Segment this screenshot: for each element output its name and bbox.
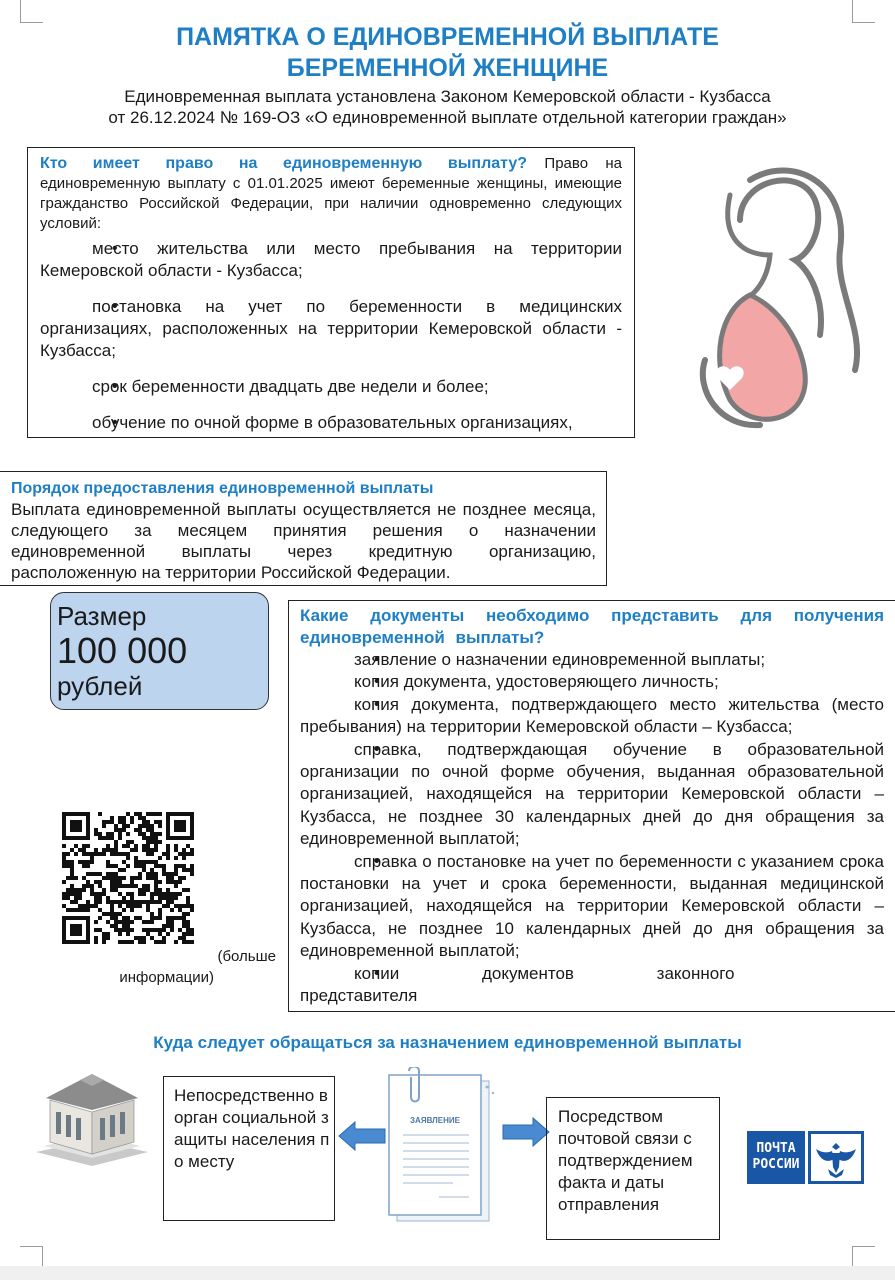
documents-list [300, 649, 884, 1008]
where-heading: Куда следует обращаться за назначением единовременной выплаты [153, 1033, 742, 1052]
arrow-left-icon [337, 1120, 387, 1152]
list-item: • справка, подтверждающая обучение в образовательной организации по очной форме обучения, выданная образовательной организацией, находящейся на территории Кемеровской области – Кузбасса, не позднее 30 календарных дней до дня обращения за единовременной выплатой; [300, 739, 884, 851]
option-social-protection-box [163, 1076, 335, 1221]
law-reference-line-1: Единовременная выплата установлена Законом Кемеровской области - Кузбасса [124, 87, 771, 106]
list-item: • место жительства или место пребывания на территории Кемеровской области - Кузбасса; [40, 238, 622, 282]
procedure-box [0, 471, 607, 586]
page-title [0, 22, 895, 84]
list-item: • срок беременности двадцать две недели и более; [40, 376, 622, 398]
eligibility-box [27, 147, 635, 438]
list-item: • копия документа, удостоверяющего личность; [300, 671, 884, 693]
option-post-text: Посредством почтовой связи с подтверждением факта и даты отправления [558, 1107, 693, 1214]
government-building-icon [30, 1070, 152, 1170]
eligibility-intro-text: Право на единовременную выплату с 01.01.2025 имеют беременные женщины, имеющие гражданство Российской Федерации, при наличии одновременно следующих условий: [40, 155, 623, 232]
amount-box [50, 592, 269, 710]
pregnant-woman-illustration [690, 160, 880, 430]
procedure-text: Выплата единовременной выплаты осуществляется не позднее месяца, следующего за месяцем принятия решения о назначении единовременной выплаты через кредитную организацию, расположенную на территории Российской Федерации. [11, 500, 596, 582]
crop-mark-top-right [852, 0, 875, 23]
eligibility-heading: Кто имеет право на единовременную выплату? [40, 155, 528, 172]
list-item: • справка о постановке на учет по беременности с указанием срока постановки на учет и срока беременности, выданная медицинской организацией, находящейся на территории Кемеровской области – Кузбасса, не позднее 10 календарных дней до дня обращения за единовременной выплатой; [300, 851, 884, 963]
procedure-heading: Порядок предоставления единовременной выплаты [11, 480, 434, 497]
qr-caption [60, 946, 276, 988]
form-label: ЗАЯВЛЕНИЕ [410, 1116, 460, 1125]
list-item: • заявление о назначении единовременной выплаты; [300, 649, 884, 671]
application-form-icon [383, 1067, 503, 1227]
eagle-icon [808, 1131, 864, 1184]
title-line-2: БЕРЕМЕННОЙ ЖЕНЩИНЕ [286, 54, 609, 82]
documents-heading: Какие документы необходимо представить для получения единовременной выплаты? [300, 606, 884, 647]
page-bottom-edge [0, 1266, 895, 1280]
eligibility-intro [40, 154, 622, 234]
amount-value: 100 000 [57, 630, 188, 671]
amount-unit: рублей [57, 671, 143, 701]
list-item: • копия документа, подтверждающего место жительства (место пребывания) на территории Кемеровской области – Кузбасса; [300, 694, 884, 739]
russian-post-logo [747, 1131, 895, 1184]
list-item: • обучение по очной форме в образовательных организациях, [40, 412, 622, 434]
crop-mark-top-left [20, 0, 43, 23]
post-logo-text: ПОЧТА РОССИИ [747, 1131, 805, 1184]
amount-label: Размер [57, 601, 147, 631]
qr-caption-line-1: (больше [217, 948, 276, 965]
list-item: • копии документов законного представителя [300, 963, 884, 1008]
title-line-1: ПАМЯТКА О ЕДИНОВРЕМЕННОЙ ВЫПЛАТЕ [176, 23, 719, 51]
option-social-protection-text: Непосредственно в орган социальной защиты населения по месту [174, 1086, 330, 1171]
option-post-box [546, 1097, 720, 1240]
list-item: • постановка на учет по беременности в медицинских организациях, расположенных на территории Кемеровской области - Кузбасса; [40, 296, 622, 362]
arrow-right-icon [501, 1116, 551, 1148]
documents-box [288, 600, 895, 1012]
law-reference-line-2: от 26.12.2024 № 169-ОЗ «О единовременной выплате отдельной категории граждан» [108, 108, 787, 127]
qr-caption-line-2: информации) [119, 969, 214, 986]
eligibility-list [40, 238, 622, 434]
law-reference [0, 86, 895, 128]
qr-code[interactable] [62, 812, 194, 944]
